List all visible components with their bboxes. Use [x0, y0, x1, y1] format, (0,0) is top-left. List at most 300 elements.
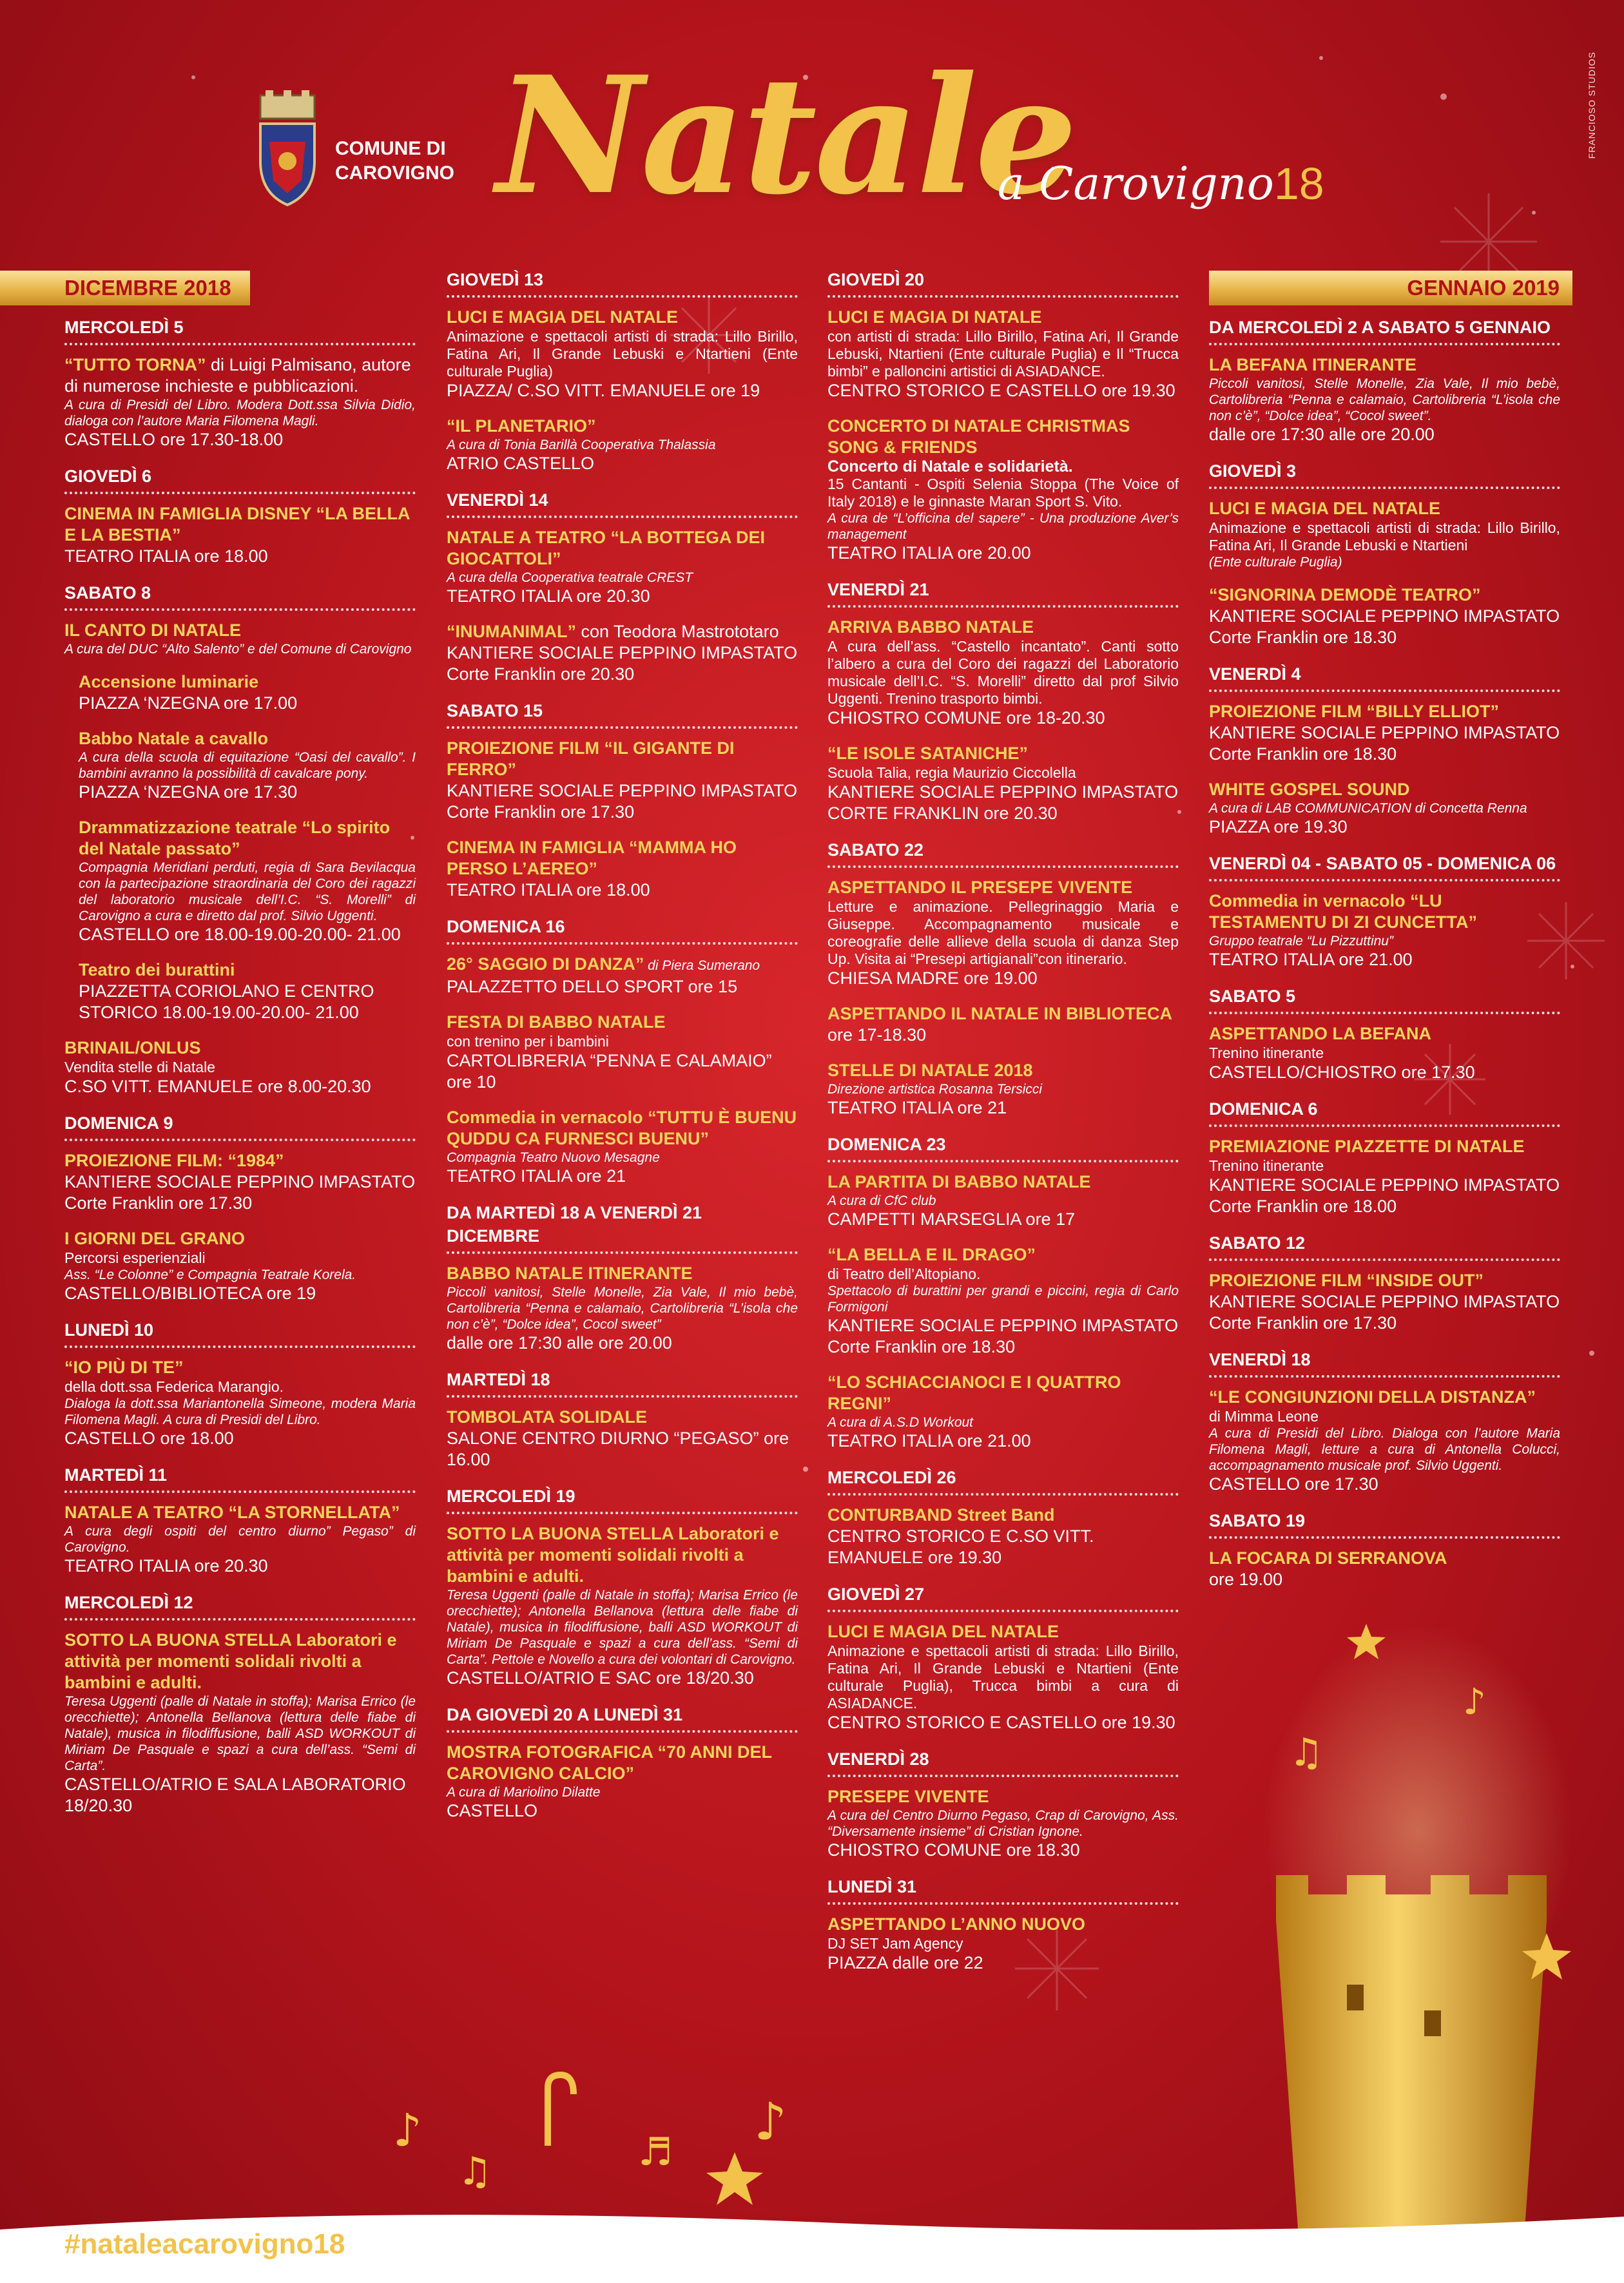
- day-heading: LUNEDÌ 31: [827, 1875, 1179, 1905]
- event-item: [64, 1037, 416, 1097]
- coat-of-arms-icon: [256, 90, 318, 206]
- event-title: [64, 620, 416, 641]
- event-item: [827, 877, 1179, 989]
- event-place: CENTRO STORICO E CASTELLO ore 19.30: [827, 381, 1175, 400]
- event-title-text: LUCI E MAGIA DEL NATALE: [1209, 499, 1440, 518]
- event-item: [64, 1228, 416, 1304]
- event-title-text: BABBO NATALE ITINERANTE: [447, 1264, 693, 1283]
- event-title: [1209, 1548, 1560, 1569]
- event-title: [827, 416, 1179, 458]
- event-title-text: LA BEFANA ITINERANTE: [1209, 355, 1416, 374]
- event-place: CASTELLO ore 17.30-18.00: [64, 430, 284, 449]
- event-place: TEATRO ITALIA ore 21: [827, 1098, 1007, 1117]
- event-title: [64, 1357, 416, 1378]
- day-heading: VENERDÌ 28: [827, 1748, 1179, 1777]
- comune-line-2: CAROVIGNO: [335, 162, 455, 184]
- event-place: ore 17-18.30: [827, 1025, 927, 1045]
- day-heading: MERCOLEDÌ 19: [447, 1485, 798, 1514]
- day-heading: LUNEDÌ 10: [64, 1318, 416, 1348]
- event-item: [1209, 584, 1560, 648]
- event-title-text: FESTA DI BABBO NATALE: [447, 1012, 666, 1032]
- event-title-text: ASPETTANDO IL NATALE IN BIBLIOTECA: [827, 1004, 1172, 1023]
- event-description: Trenino itinerante: [1209, 1157, 1324, 1174]
- event-place: PIAZZETTA CORIOLANO E CENTRO STORICO 18.00-19.00-20.00- 21.00: [79, 981, 374, 1022]
- event-item: [447, 1407, 798, 1470]
- event-title: [447, 954, 798, 976]
- event-title: [64, 1630, 416, 1693]
- event-note: Teresa Uggenti (palle di Natale in stoffa); Marisa Errico (le orecchiette); Antonella Bellanova (lettura delle fiabe di Natale), musica in filodiffusione, balli ASD WORKOUT di Miriam De Pasquale e spazi a cura dell’ass. “Semi di Carta”. Pettole e Novello a cura dei volontari di Carovigno.: [447, 1588, 798, 1667]
- svg-text:♬: ♬: [638, 2130, 673, 2175]
- event-note: Teresa Uggenti (palle di Natale in stoffa); Marisa Errico (le orecchiette); Antonella Bellanova (lettura delle fiabe di Natale), musica in filodiffusione, balli ASD WORKOUT di Miriam De Pasquale e spazi a cura dell’ass. “Semi di Carta”.: [64, 1694, 416, 1773]
- event-title: [827, 1171, 1179, 1193]
- event-item: [447, 1107, 798, 1187]
- event-item: [827, 1786, 1179, 1861]
- event-item: [1209, 891, 1560, 970]
- event-note: A cura del DUC “Alto Salento” e del Comune di Carovigno: [64, 642, 412, 657]
- event-item: [447, 837, 798, 901]
- event-description: della dott.ssa Federica Marangio.: [64, 1378, 284, 1395]
- event-title: [827, 1003, 1179, 1025]
- event-item: [1209, 1136, 1560, 1217]
- event-title: [447, 1407, 798, 1428]
- event-title: [447, 738, 798, 780]
- day-heading: DOMENICA 23: [827, 1133, 1179, 1162]
- event-note: Spettacolo di burattini per grandi e piccini, regia di Carlo Formigoni: [827, 1284, 1179, 1315]
- event-note: Compagnia Meridiani perduti, regia di Sara Bevilacqua con la partecipazione straordinaria del Coro dei ragazzi del laboratorio musicale dell’I.C. “S. Morelli” di Carovigno a cura e diretto dal prof. Silvio Uggenti.: [79, 860, 416, 923]
- event-place: CASTELLO/CHIOSTRO ore 17.30: [1209, 1063, 1475, 1082]
- event-title: [447, 837, 798, 880]
- brand-year: 18: [1273, 159, 1324, 209]
- event-note: A cura della scuola di equitazione “Oasi del cavallo”. I bambini avranno la possibilità di cavalcare pony.: [79, 750, 416, 781]
- event-title: [1209, 1136, 1560, 1157]
- event-place: TEATRO ITALIA ore 21.00: [827, 1431, 1031, 1450]
- music-notes-decoration: [387, 2062, 838, 2217]
- event-title-text: PROIEZIONE FILM “IL GIGANTE DI FERRO”: [447, 738, 735, 779]
- hashtag: #nataleacarovigno18: [64, 2228, 345, 2260]
- event-title: [827, 1621, 1179, 1642]
- event-title-text: Teatro dei burattini: [79, 960, 235, 979]
- month-band-december: DICEMBRE 2018: [0, 271, 250, 305]
- event-title-text: PREMIAZIONE PIAZZETTE DI NATALE: [1209, 1137, 1525, 1156]
- event-lead: Concerto di Natale e solidarietà.: [827, 458, 1073, 476]
- event-item: [447, 527, 798, 607]
- event-title: [64, 503, 416, 546]
- event-place: KANTIERE SOCIALE PEPPINO IMPASTATO CORTE FRANKLIN ore 20.30: [827, 782, 1179, 823]
- day-heading: SABATO 8: [64, 581, 416, 611]
- event-note: (Ente culturale Puglia): [1209, 555, 1342, 570]
- event-title: [447, 527, 798, 570]
- day-heading: GIOVEDÌ 20: [827, 268, 1179, 298]
- schedule-column-4: [1209, 316, 1560, 1604]
- event-place: CENTRO STORICO E C.SO VITT. EMANUELE ore 19.30: [827, 1527, 1094, 1567]
- event-title: [827, 1914, 1179, 1935]
- event-item: [447, 1742, 798, 1822]
- event-title: [447, 1523, 798, 1587]
- schedule-column-2: [447, 268, 798, 1836]
- event-title-text: LUCI E MAGIA DI NATALE: [827, 307, 1042, 327]
- event-note: Ass. “Le Colonne” e Compagnia Teatrale Korela.: [64, 1267, 356, 1282]
- event-title-text: LUCI E MAGIA DEL NATALE: [827, 1622, 1059, 1641]
- event-title-text: NATALE A TEATRO “LA BOTTEGA DEI GIOCATTOLI”: [447, 528, 765, 568]
- event-title-text: CINEMA IN FAMIGLIA “MAMMA HO PERSO L’AEREO”: [447, 838, 737, 878]
- event-title: [1209, 1023, 1560, 1045]
- day-heading: DOMENICA 9: [64, 1112, 416, 1141]
- event-title-note: di Piera Sumerano: [644, 958, 760, 973]
- event-item: [447, 1523, 798, 1689]
- day-heading: SABATO 15: [447, 699, 798, 729]
- event-note: A cura di LAB COMMUNICATION di Concetta Renna: [1209, 801, 1527, 816]
- event-place: KANTIERE SOCIALE PEPPINO IMPASTATO Corte Franklin ore 17.30: [447, 781, 798, 822]
- event-item: [827, 1621, 1179, 1733]
- event-title: [79, 817, 416, 860]
- event-place: KANTIERE SOCIALE PEPPINO IMPASTATO Corte Franklin ore 18.00: [1209, 1175, 1560, 1216]
- event-item: [827, 743, 1179, 824]
- day-heading: GIOVEDÌ 27: [827, 1583, 1179, 1612]
- event-place: CHIOSTRO COMUNE ore 18.30: [827, 1840, 1080, 1860]
- event-item: [64, 354, 416, 450]
- event-title-text: IL CANTO DI NATALE: [64, 621, 241, 640]
- event-place: KANTIERE SOCIALE PEPPINO IMPASTATO Corte Franklin ore 20.30: [447, 643, 798, 684]
- day-heading: DA GIOVEDÌ 20 A LUNEDÌ 31: [447, 1703, 798, 1733]
- event-place: CASTELLO: [447, 1801, 538, 1820]
- event-item: [827, 1914, 1179, 1974]
- event-item: [1209, 1023, 1560, 1083]
- day-heading: VENERDÌ 18: [1209, 1348, 1560, 1378]
- event-title-text: “LE ISOLE SATANICHE”: [827, 744, 1029, 763]
- event-note: A cura di A.S.D Workout: [827, 1415, 974, 1430]
- event-title: [1209, 891, 1560, 933]
- day-heading: GIOVEDÌ 3: [1209, 459, 1560, 489]
- day-heading: GIOVEDÌ 6: [64, 465, 416, 494]
- event-item: [447, 307, 798, 401]
- event-title: [827, 1505, 1179, 1526]
- event-description: DJ SET Jam Agency: [827, 1935, 963, 1952]
- day-heading: SABATO 5: [1209, 985, 1560, 1014]
- day-heading: VENERDÌ 4: [1209, 662, 1560, 692]
- event-title: [447, 1742, 798, 1784]
- event-description: Percorsi esperienziali: [64, 1249, 206, 1266]
- event-item: [64, 1630, 416, 1816]
- event-item: [827, 617, 1179, 729]
- event-item: [64, 1502, 416, 1577]
- event-title: [447, 1012, 798, 1033]
- event-note: A cura degli ospiti del centro diurno” Pegaso” di Carovigno.: [64, 1524, 416, 1555]
- event-title-text: Accensione luminarie: [79, 672, 259, 691]
- event-item: [64, 671, 416, 714]
- event-title: [827, 307, 1179, 328]
- event-item: [1209, 498, 1560, 570]
- event-place: KANTIERE SOCIALE PEPPINO IMPASTATO Corte Franklin ore 17.30: [64, 1172, 416, 1213]
- event-description: Trenino itinerante: [1209, 1045, 1324, 1061]
- event-title-text: LA FOCARA DI SERRANOVA: [1209, 1548, 1447, 1568]
- event-title-text: CINEMA IN FAMIGLIA DISNEY “LA BELLA E LA BESTIA”: [64, 504, 410, 544]
- day-heading: GIOVEDÌ 13: [447, 268, 798, 298]
- event-description: Animazione e spettacoli artisti di strada: Lillo Birillo, Fatina Ari, Il Grande Lebuski e Ntartieni (Ente culturale Puglia): [447, 328, 798, 380]
- event-title-suffix: di Luigi Palmisano, autore di numerose inchieste e pubblicazioni.: [64, 355, 411, 396]
- event-title-text: I GIORNI DEL GRANO: [64, 1229, 246, 1248]
- event-place: CARTOLIBRERIA “PENNA E CALAMAIO” ore 10: [447, 1051, 772, 1092]
- event-place: CASTELLO ore 17.30: [1209, 1474, 1378, 1494]
- event-title: [64, 1150, 416, 1171]
- event-item: [447, 621, 798, 685]
- event-item: [447, 416, 798, 474]
- event-item: [1209, 701, 1560, 765]
- day-heading: VENERDÌ 21: [827, 578, 1179, 608]
- event-title-text: SOTTO LA BUONA STELLA Laboratori e attività per momenti solidali rivolti a bambini e adulti.: [64, 1630, 397, 1692]
- day-heading: MERCOLEDÌ 5: [64, 316, 416, 345]
- tower-icon: [1250, 1572, 1611, 2283]
- event-place: KANTIERE SOCIALE PEPPINO IMPASTATO Corte Franklin ore 17.30: [1209, 1292, 1560, 1333]
- event-place: ATRIO CASTELLO: [447, 454, 595, 473]
- event-place: CASTELLO ore 18.00: [64, 1429, 234, 1448]
- event-item: [447, 1012, 798, 1093]
- event-title-text: SOTTO LA BUONA STELLA Laboratori e attività per momenti solidali rivolti a bambini e adulti.: [447, 1524, 779, 1586]
- event-item: [827, 416, 1179, 564]
- event-title: [64, 1228, 416, 1249]
- event-description: con artisti di strada: Lillo Birillo, Fatina Ari, Il Grande Lebuski, Ntartieni (Ente culturale Puglia) e Il “Trucca bimbi” e palloncini artistici di ASIADANCE.: [827, 328, 1179, 380]
- event-note: Direzione artistica Rosanna Tersicci: [827, 1082, 1043, 1097]
- event-title-text: LA PARTITA DI BABBO NATALE: [827, 1172, 1091, 1191]
- event-note: A cura di Tonia Barillà Cooperativa Thalassia: [447, 438, 716, 452]
- event-description: Scuola Talia, regia Maurizio Ciccolella: [827, 764, 1076, 781]
- day-heading: DOMENICA 16: [447, 915, 798, 945]
- schedule-column-1: [64, 316, 416, 1831]
- event-place: dalle ore 17:30 alle ore 20.00: [447, 1333, 672, 1353]
- month-band-january: GENNAIO 2019: [1209, 271, 1572, 305]
- event-note: Piccoli vanitosi, Stelle Monelle, Zia Vale, Il mio bebè, Cartolibreria “Penna e calamaio, Cartolibreria “L’isola che non c’è”, “Dolce idea”, “Cocol sweet”.: [1209, 376, 1560, 423]
- event-place: CHIOSTRO COMUNE ore 18-20.30: [827, 708, 1105, 727]
- event-title-text: Babbo Natale a cavallo: [79, 729, 269, 748]
- event-item: [447, 954, 798, 997]
- event-place: dalle ore 17:30 alle ore 20.00: [1209, 425, 1435, 444]
- event-place: PIAZZA dalle ore 22: [827, 1953, 983, 1972]
- schedule-column-3: [827, 268, 1179, 1988]
- credit-text: FRANCIOSO STUDIOS: [1587, 52, 1597, 159]
- event-title-text: TOMBOLATA SOLIDALE: [447, 1407, 647, 1427]
- event-item: [827, 1003, 1179, 1046]
- event-place: CENTRO STORICO E CASTELLO ore 19.30: [827, 1713, 1175, 1732]
- event-item: [447, 1263, 798, 1354]
- day-heading: DOMENICA 6: [1209, 1097, 1560, 1127]
- event-title-text: ASPETTANDO L’ANNO NUOVO: [827, 1914, 1086, 1934]
- day-heading: SABATO 22: [827, 838, 1179, 868]
- event-item: [827, 1505, 1179, 1568]
- event-title-text: LUCI E MAGIA DEL NATALE: [447, 307, 678, 327]
- event-place: PIAZZA ‘NZEGNA ore 17.30: [79, 782, 298, 802]
- event-note: A cura di Presidi del Libro. Modera Dott.ssa Silvia Didio, dialoga con l’autore Maria Filomena Magli.: [64, 398, 416, 429]
- event-title: [447, 1107, 798, 1150]
- event-description: Animazione e spettacoli artisti di strada: Lillo Birillo, Fatina Ari, Il Grande Lebuski e Ntartieni (Ente culturale Puglia), Trucca bimbi a cura di ASIADANCE.: [827, 1642, 1179, 1711]
- svg-text:♪: ♪: [1463, 1681, 1486, 1723]
- event-title: [79, 728, 416, 749]
- event-title: [1209, 779, 1560, 800]
- event-item: [64, 503, 416, 567]
- event-title: [827, 877, 1179, 898]
- event-title-text: “IO PIÙ DI TE”: [64, 1358, 184, 1377]
- event-place: TEATRO ITALIA ore 20.00: [827, 543, 1031, 563]
- event-note: A cura della Cooperativa teatrale CREST: [447, 570, 693, 585]
- event-title-text: PROIEZIONE FILM “BILLY ELLIOT”: [1209, 702, 1500, 721]
- day-heading: MARTEDÌ 18: [447, 1368, 798, 1398]
- event-title-text: “LE CONGIUNZIONI DELLA DISTANZA”: [1209, 1387, 1536, 1407]
- event-title: [79, 959, 416, 981]
- event-note: Piccoli vanitosi, Stelle Monelle, Zia Vale, Il mio bebè, Cartolibreria “Penna e calamaio, Cartolibreria “L’isola che non c’è”, “Dolce idea”, Cocol sweet”: [447, 1285, 798, 1332]
- event-place: CASTELLO ore 18.00-19.00-20.00- 21.00: [79, 925, 401, 944]
- event-title: [827, 617, 1179, 638]
- event-place: SALONE CENTRO DIURNO “PEGASO” ore 16.00: [447, 1429, 789, 1469]
- svg-text:♪: ♪: [754, 2092, 788, 2152]
- comune-line-1: COMUNE DI: [335, 138, 446, 159]
- event-place: PIAZZA ore 19.30: [1209, 817, 1348, 836]
- svg-text:♫: ♫: [1289, 1730, 1324, 1775]
- event-title: [1209, 1387, 1560, 1408]
- event-place: KANTIERE SOCIALE PEPPINO IMPASTATO Corte Franklin ore 18.30: [1209, 606, 1560, 647]
- event-place: TEATRO ITALIA ore 20.30: [64, 1556, 268, 1575]
- day-heading: SABATO 19: [1209, 1509, 1560, 1539]
- event-place: ore 19.00: [1209, 1570, 1283, 1589]
- event-place: PIAZZA ‘NZEGNA ore 17.00: [79, 693, 298, 713]
- event-place: KANTIERE SOCIALE PEPPINO IMPASTATO Corte Franklin ore 18.30: [1209, 723, 1560, 764]
- event-note: A cura di Presidi del Libro. Dialoga con l’autore Maria Filomena Magli, letture a cura di Antonella Colucci, accompagnamento musicale prof. Silvio Uggenti.: [1209, 1426, 1560, 1473]
- event-item: [64, 817, 416, 945]
- event-note: A cura del Centro Diurno Pegaso, Crap di Carovigno, Ass. “Diversamente insieme” di Cristian Ignone.: [827, 1808, 1179, 1839]
- event-title-text: ASPETTANDO IL PRESEPE VIVENTE: [827, 878, 1133, 897]
- event-description: di Mimma Leone: [1209, 1408, 1319, 1425]
- event-description: con trenino per i bambini: [447, 1033, 609, 1050]
- event-description: Letture e animazione. Pellegrinaggio Maria e Giuseppe. Accompagnamento musicale e coreografie delle allieve della scuola di danza Step Up. Visita ai “Presepi artigianali”con itinerario.: [827, 898, 1179, 967]
- event-title: [1209, 701, 1560, 722]
- event-item: [827, 1060, 1179, 1119]
- event-title-text: Commedia in vernacolo “LU TESTAMENTU DI ZI CUNCETTA”: [1209, 891, 1477, 932]
- event-title-text: BRINAIL/ONLUS: [64, 1038, 201, 1057]
- event-place: PIAZZA/ C.SO VITT. EMANUELE ore 19: [447, 381, 760, 400]
- event-item: [1209, 779, 1560, 838]
- event-item: [447, 738, 798, 823]
- event-item: [64, 1357, 416, 1449]
- day-heading: DA MERCOLEDÌ 2 A SABATO 5 GENNAIO: [1209, 316, 1560, 345]
- event-place: C.SO VITT. EMANUELE ore 8.00-20.30: [64, 1077, 371, 1096]
- event-item: [827, 307, 1179, 401]
- event-item: [827, 1372, 1179, 1452]
- event-title: [64, 354, 416, 397]
- event-title-text: ARRIVA BABBO NATALE: [827, 617, 1034, 637]
- event-title: [447, 1263, 798, 1284]
- event-title-text: 26° SAGGIO DI DANZA”: [447, 954, 644, 974]
- event-title-text: Commedia in vernacolo “TUTTU È BUENU QUDDU CA FURNESCI BUENU”: [447, 1108, 797, 1148]
- event-title: [827, 1060, 1179, 1081]
- event-item: [1209, 1387, 1560, 1495]
- event-place: TEATRO ITALIA ore 20.30: [447, 586, 650, 606]
- day-heading: MERCOLEDÌ 12: [64, 1591, 416, 1621]
- event-title-text: PRESEPE VIVENTE: [827, 1787, 989, 1806]
- event-title-text: WHITE GOSPEL SOUND: [1209, 780, 1410, 799]
- event-title: [64, 1502, 416, 1523]
- event-item: [64, 620, 416, 657]
- event-title: [827, 743, 1179, 764]
- event-description: Animazione e spettacoli artisti di strada: Lillo Birillo, Fatina Ari, Il Grande Lebuski e Ntartieni: [1209, 519, 1560, 554]
- event-title: [827, 1244, 1179, 1266]
- event-title: [447, 416, 798, 437]
- event-note: A cura di Mariolino Dilatte: [447, 1785, 601, 1800]
- event-title-text: ASPETTANDO LA BEFANA: [1209, 1024, 1432, 1043]
- event-title-text: “TUTTO TORNA”: [64, 355, 206, 374]
- event-title: [827, 1372, 1179, 1414]
- event-title: [64, 1037, 416, 1059]
- event-item: [1209, 354, 1560, 445]
- svg-text:♪: ♪: [393, 2104, 422, 2157]
- event-note: Compagnia Teatro Nuovo Mesagne: [447, 1150, 660, 1165]
- event-item: [64, 1150, 416, 1214]
- day-heading: VENERDÌ 04 - SABATO 05 - DOMENICA 06: [1209, 852, 1560, 881]
- event-place: CAMPETTI MARSEGLIA ore 17: [827, 1209, 1076, 1229]
- event-title-text: CONTURBAND Street Band: [827, 1505, 1055, 1525]
- event-title: [1209, 354, 1560, 376]
- event-title-text: NATALE A TEATRO “LA STORNELLATA”: [64, 1503, 400, 1522]
- event-title: [1209, 584, 1560, 606]
- event-title: [79, 671, 416, 693]
- event-place: PALAZZETTO DELLO SPORT ore 15: [447, 977, 738, 996]
- event-title-text: CONCERTO DI NATALE CHRISTMAS SONG & FRIENDS: [827, 416, 1130, 457]
- event-note: Gruppo teatrale “Lu Pizzuttinu”: [1209, 934, 1393, 949]
- event-place: CHIESA MADRE ore 19.00: [827, 968, 1038, 988]
- event-title-text: “LA BELLA E IL DRAGO”: [827, 1245, 1036, 1264]
- event-description: Vendita stelle di Natale: [64, 1059, 215, 1075]
- event-item: [827, 1244, 1179, 1358]
- svg-text:♫: ♫: [458, 2149, 492, 2194]
- event-place: TEATRO ITALIA ore 21: [447, 1166, 626, 1186]
- event-title-text: “INUMANIMAL”: [447, 622, 576, 641]
- event-title-text: STELLE DI NATALE 2018: [827, 1061, 1033, 1080]
- event-place: TEATRO ITALIA ore 18.00: [64, 546, 268, 566]
- day-heading: SABATO 12: [1209, 1231, 1560, 1261]
- event-title: [1209, 498, 1560, 519]
- event-note: A cura di CfC club: [827, 1193, 936, 1208]
- event-title: [1209, 1270, 1560, 1291]
- day-heading: MERCOLEDÌ 26: [827, 1466, 1179, 1496]
- brand-subtitle: [998, 158, 1324, 209]
- event-title-text: “IL PLANETARIO”: [447, 416, 596, 436]
- day-heading: MARTEDÌ 11: [64, 1463, 416, 1493]
- event-title-suffix: con Teodora Mastrototaro: [575, 622, 779, 641]
- event-item: [1209, 1270, 1560, 1334]
- event-item: [64, 959, 416, 1023]
- event-item: [827, 1171, 1179, 1230]
- event-note: Dialoga la dott.ssa Mariantonella Simeone, modera Maria Filomena Magli. A cura di Presidi del Libro.: [64, 1396, 416, 1427]
- brand-subtitle-text: a Carovigno: [998, 157, 1274, 210]
- event-title-text: “SIGNORINA DEMODÈ TEATRO”: [1209, 585, 1481, 604]
- event-description: A cura dell’ass. “Castello incantato”. Canti sotto l’albero a cura del Coro dei ragazzi del Laboratorio musicale dell’I.C. “S. Morelli” diretto dal prof Silvio Uggenti. Trenino trasporto bimbi.: [827, 638, 1179, 707]
- event-description: di Teatro dell’Altopiano.: [827, 1266, 981, 1282]
- event-title: [447, 621, 798, 642]
- event-place: CASTELLO/ATRIO E SALA LABORATORIO 18/20.30: [64, 1775, 406, 1815]
- event-place: TEATRO ITALIA ore 18.00: [447, 880, 650, 900]
- event-title-text: MOSTRA FOTOGRAFICA “70 ANNI DEL CAROVIGNO CALCIO”: [447, 1742, 772, 1783]
- event-title: [447, 307, 798, 328]
- event-place: TEATRO ITALIA ore 21.00: [1209, 950, 1413, 969]
- event-description: 15 Cantanti - Ospiti Selenia Stoppa (The Voice of Italy 2018) e le ginnaste Maran Sport S. Vito.: [827, 476, 1179, 510]
- event-title-text: “LO SCHIACCIANOCI E I QUATTRO REGNI”: [827, 1373, 1121, 1413]
- event-place: KANTIERE SOCIALE PEPPINO IMPASTATO Corte Franklin ore 18.30: [827, 1316, 1179, 1356]
- event-place: CASTELLO/ATRIO E SAC ore 18/20.30: [447, 1668, 754, 1688]
- event-item: [64, 728, 416, 803]
- event-title-text: Drammatizzazione teatrale “Lo spirito del Natale passato”: [79, 818, 391, 858]
- brand-title: Natale: [496, 41, 1075, 230]
- day-heading: VENERDÌ 14: [447, 488, 798, 518]
- comune-label: [335, 137, 454, 186]
- event-place: CASTELLO/BIBLIOTECA ore 19: [64, 1284, 316, 1303]
- event-title-text: PROIEZIONE FILM: “1984”: [64, 1151, 284, 1170]
- event-title: [827, 1786, 1179, 1807]
